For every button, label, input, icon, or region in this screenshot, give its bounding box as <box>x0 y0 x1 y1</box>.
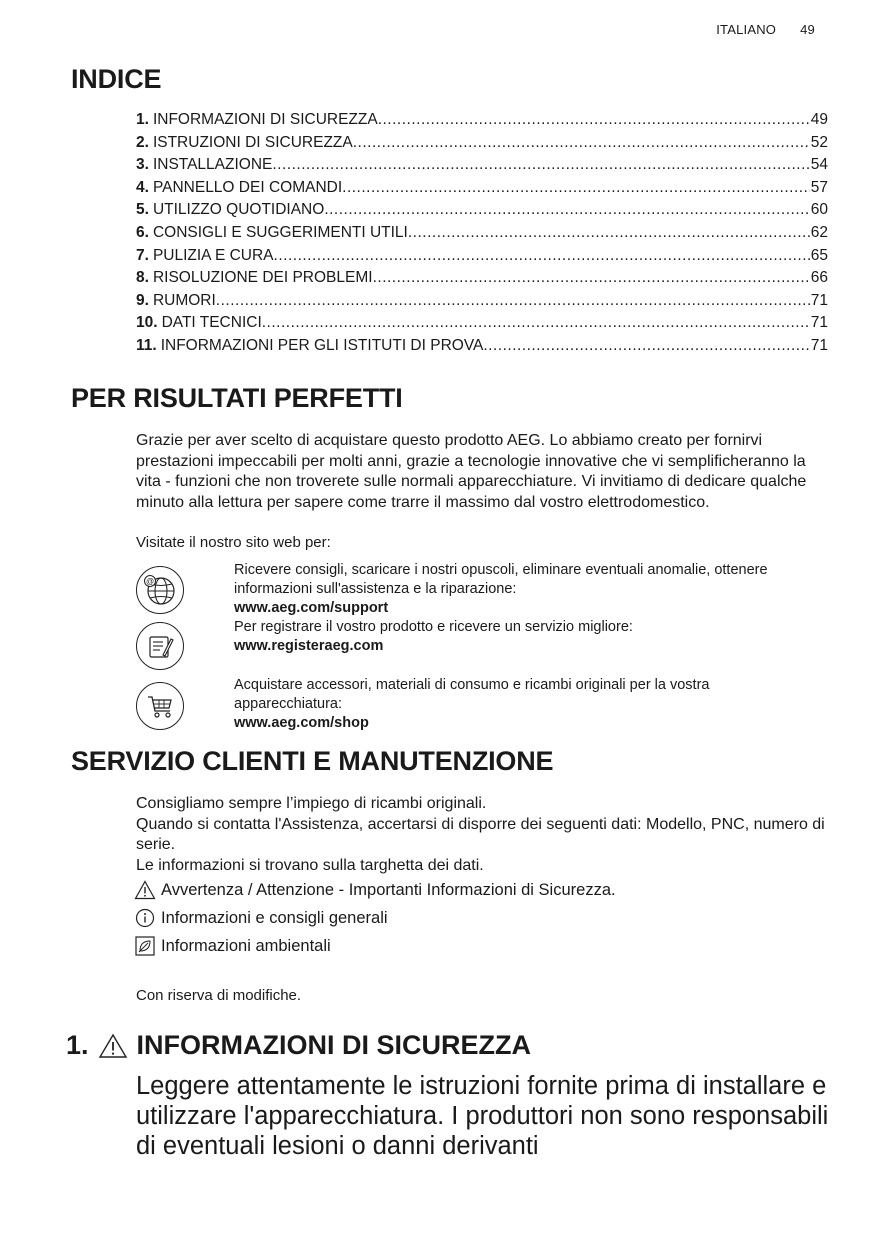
sicurezza-heading <box>66 1030 531 1061</box>
toc-entry-title: INSTALLAZIONE <box>152 156 273 174</box>
toc-entry-number: 3. <box>136 156 149 174</box>
toc-entry[interactable] <box>136 179 828 202</box>
toc-entry-title: DATI TECNICI <box>161 314 262 332</box>
toc-entry[interactable] <box>136 201 828 224</box>
service-shop-desc: Acquistare accessori, materiali di consumo e ricambi originali per la vostra apparecchiatura: <box>234 677 710 712</box>
toc-entry-page: 66 <box>810 269 828 287</box>
service-support <box>136 562 768 616</box>
toc-entry-number: 5. <box>136 201 149 219</box>
toc-entry[interactable] <box>136 134 828 157</box>
toc-entry[interactable] <box>136 269 828 292</box>
toc-entry-title: PULIZIA E CURA <box>152 246 274 264</box>
toc-entry-number: 6. <box>136 223 149 241</box>
toc-entry-title: INFORMAZIONI DI SICUREZZA <box>152 111 378 128</box>
service-support-text <box>234 561 794 618</box>
visit-website-text: Visitate il nostro sito web per: <box>136 534 331 551</box>
toc-entry-page: 62 <box>810 223 828 241</box>
running-header <box>716 22 815 37</box>
toc-leader-dots <box>373 269 810 287</box>
toc-entry-page: 57 <box>810 178 828 196</box>
service-shop <box>136 677 710 731</box>
legend-info <box>134 908 388 928</box>
servizio-line-2: Quando si contatta l'Assistenza, accertarsi di disporre dei seguenti dati: Modello, PNC, numero di serie. <box>136 815 825 853</box>
toc-entry-number: 8. <box>136 269 149 287</box>
sicurezza-title: INFORMAZIONI DI SICUREZZA <box>136 1030 532 1060</box>
toc-entry-page: 71 <box>810 336 828 354</box>
servizio-paragraph <box>136 794 826 876</box>
toc-entry-title: UTILIZZO QUOTIDIANO <box>152 201 325 219</box>
service-shop-text <box>234 676 794 733</box>
toc-leader-dots <box>274 247 810 265</box>
perfetti-heading: PER RISULTATI PERFETTI <box>71 383 403 413</box>
intro-paragraph: Grazie per aver scelto di acquistare questo prodotto AEG. Lo abbiamo creato per fornirvi prestazioni impeccabili per molti anni, grazie a tecnologie innovative che vi semplificheranno la vita - funzioni che non troverete sulle normali apparecchiature. Vi invitiamo di dedicare qualche minuto alla lettura per sapere come trarre il massimo dal vostro elettrodomestico. <box>136 432 807 511</box>
legend-environment-text: Informazioni ambientali <box>161 936 331 955</box>
toc-entry[interactable] <box>136 111 828 134</box>
toc-leader-dots <box>342 179 810 197</box>
toc-entry-number: 9. <box>136 291 149 309</box>
toc-entry-title: RISOLUZIONE DEI PROBLEMI <box>152 269 373 287</box>
legend-warning-text: Avvertenza / Attenzione - Importanti Informazioni di Sicurezza. <box>161 880 616 899</box>
servizio-line-3: Le informazioni si trovano sulla targhetta dei dati. <box>136 856 484 874</box>
toc-entry-page: 52 <box>810 133 828 151</box>
toc-entry-page: 65 <box>810 246 828 264</box>
toc-entry-number: 4. <box>136 178 149 196</box>
toc-entry-title: CONSIGLI E SUGGERIMENTI UTILI <box>152 223 408 241</box>
toc-entry-page: 54 <box>810 156 828 174</box>
toc-entry-page: 71 <box>810 291 828 309</box>
toc-leader-dots <box>324 201 809 219</box>
toc-entry-title: PANNELLO DEI COMANDI <box>152 178 343 196</box>
toc-entry-title: ISTRUZIONI DI SICUREZZA <box>152 133 353 151</box>
toc-entry[interactable] <box>136 224 828 247</box>
svg-text:@: @ <box>145 577 155 586</box>
toc-leader-dots <box>408 224 810 242</box>
table-of-contents <box>136 111 828 360</box>
service-register <box>136 619 633 670</box>
toc-entry[interactable] <box>136 247 828 270</box>
toc-entry[interactable] <box>136 156 828 179</box>
register-icon <box>136 622 184 670</box>
globe-icon <box>136 566 184 614</box>
cart-icon <box>136 682 184 730</box>
servizio-line-1: Consigliamo sempre l’impiego di ricambi originali. <box>136 795 487 812</box>
header-language: ITALIANO <box>716 22 777 37</box>
register-link[interactable]: www.registeraeg.com <box>234 638 384 654</box>
toc-entry[interactable] <box>136 337 828 360</box>
service-register-text <box>234 618 794 656</box>
service-register-desc: Per registrare il vostro prodotto e ricevere un servizio migliore: <box>234 619 633 635</box>
toc-entry-title: RUMORI <box>152 291 216 309</box>
toc-leader-dots <box>378 111 810 129</box>
toc-entry-page: 60 <box>810 201 828 219</box>
support-link[interactable]: www.aeg.com/support <box>234 600 389 616</box>
toc-leader-dots <box>262 314 810 332</box>
toc-entry[interactable] <box>136 314 828 337</box>
warning-icon <box>98 1033 128 1059</box>
toc-leader-dots <box>272 156 809 174</box>
shop-link[interactable]: www.aeg.com/shop <box>234 715 369 731</box>
info-icon <box>134 908 156 928</box>
legend-warning <box>134 880 616 900</box>
toc-entry-page: 49 <box>810 111 828 128</box>
toc-entry-number: 7. <box>136 246 149 264</box>
servizio-heading: SERVIZIO CLIENTI E MANUTENZIONE <box>71 746 554 776</box>
toc-entry-number: 1. <box>136 111 149 128</box>
toc-entry-number: 2. <box>136 133 149 151</box>
toc-entry-number: 11. <box>136 336 157 354</box>
sicurezza-lead-paragraph: Leggere attentamente le istruzioni fornite prima di installare e utilizzare l'apparecchiatura. I produttori non sono responsabili di eventuali lesioni o danni derivanti <box>136 1072 829 1160</box>
header-page-number: 49 <box>800 22 815 37</box>
legend-info-text: Informazioni e consigli generali <box>161 908 388 927</box>
leaf-icon <box>134 936 156 956</box>
sicurezza-number: 1. <box>66 1030 89 1060</box>
toc-entry[interactable] <box>136 292 828 315</box>
service-support-desc: Ricevere consigli, scaricare i nostri opuscoli, eliminare eventuali anomalie, ottenere informazioni sull'assistenza e la riparazione: <box>234 562 768 597</box>
toc-entry-number: 10. <box>136 314 158 332</box>
index-heading: INDICE <box>71 64 162 94</box>
toc-leader-dots <box>483 337 809 355</box>
toc-leader-dots <box>216 292 810 310</box>
toc-entry-title: INFORMAZIONI PER GLI ISTITUTI DI PROVA <box>160 336 484 354</box>
toc-leader-dots <box>353 134 810 152</box>
toc-entry-page: 71 <box>810 314 828 332</box>
warning-icon <box>134 880 156 900</box>
legend-environment <box>134 936 331 956</box>
riserva-modifiche: Con riserva di modifiche. <box>136 987 302 1004</box>
